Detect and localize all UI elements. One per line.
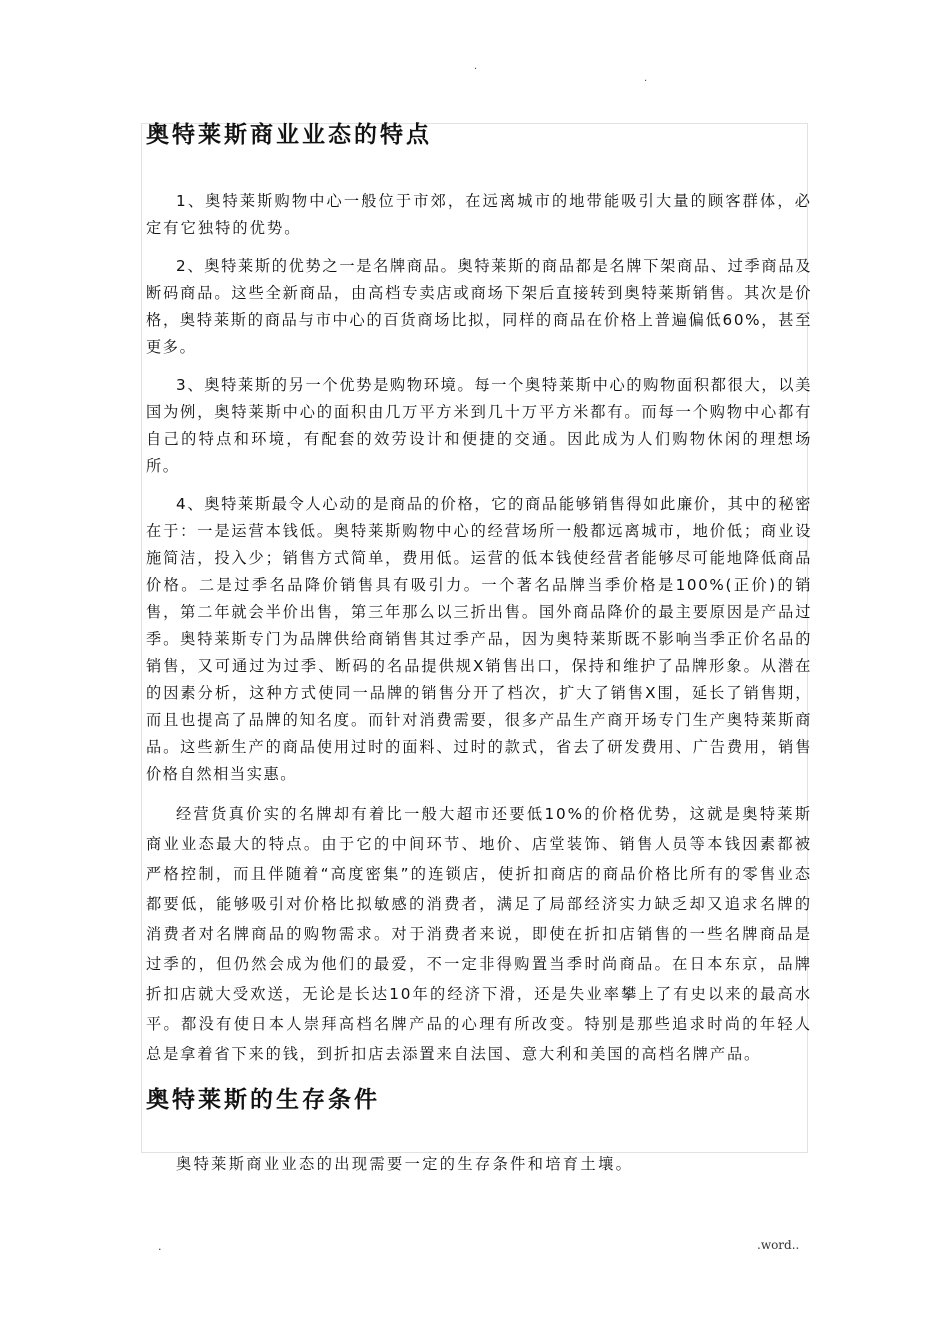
footer-label: .word.. [757,1238,800,1252]
footer-dot: . [158,1240,162,1253]
paragraph-3: 3、奥特莱斯的另一个优势是购物环境。每一个奥特莱斯中心的购物面积都很大，以美国为例，奥特莱斯中心的面积由几万平方米到几十万平方米都有。而每一个购物中心都有自己的特点和环境，有配套的效劳设计和便捷的交通。因此成为人们购物休闲的理想场所。 [146,376,812,475]
paragraph-6: 奥特莱斯商业业态的出现需要一定的生存条件和培育土壤。 [176,1155,634,1173]
header-dot-left: . [474,61,478,72]
paragraph-4: 4、奥特莱斯最令人心动的是商品的价格，它的商品能够销售得如此廉价，其中的秘密在于：一是运营本钱低。奥特莱斯购物中心的经营场所一般都远离城市，地价低；商业设施简洁，投入少；销售方式简单，费用低。运营的低本钱使经营者能够尽可能地降低商品价格。二是过季名品降价销售具有吸引力。一个著名品牌当季价格是100%(正价)的销售，第二年就会半价出售，第三年那么以三折出售。国外商品降价的最主要原因是产品过季。奥特莱斯专门为品牌供给商销售其过季产品，因为奥特莱斯既不影响当季正价名品的销售，又可通过为过季、断码的名品提供规X销售出口，保持和维护了品牌形象。从潜在的因素分析，这种方式使同一品牌的销售分开了档次，扩大了销售X围，延长了销售期，而且也提高了品牌的知名度。而针对消费需要，很多产品生产商开场专门生产奥特莱斯商品。这些新生产的商品使用过时的面料、过时的款式，省去了研发费用、广告费用，销售价格自然相当实惠。 [146,495,812,783]
header-dot-right: . [644,73,648,84]
section-title-conditions: 奥特莱斯的生存条件 [146,1087,380,1113]
paragraph-5: 经营货真价实的名牌却有着比一般大超市还要低10%的价格优势，这就是奥特莱斯商业业态最大的特点。由于它的中间环节、地价、店堂装饰、销售人员等本钱因素都被严格控制，而且伴随着“高度密集”的连锁店，使折扣商店的商品价格比所有的零售业态都要低，能够吸引对价格比拟敏感的消费者，满足了局部经济实力缺乏却又追求名牌的消费者对名牌商品的购物需求。对于消费者来说，即使在折扣店销售的一些名牌商品是过季的，但仍然会成为他们的最爱，不一定非得购置当季时尚商品。在日本东京，品牌折扣店就大受欢送，无论是长达10年的经济下滑，还是失业率攀上了有史以来的最高水平。都没有使日本人崇拜高档名牌产品的心理有所改变。特别是那些追求时尚的年轻人总是拿着省下来的钱，到折扣店去添置来自法国、意大利和美国的高档名牌产品。 [146,805,812,1063]
paragraph-1: 1、奥特莱斯购物中心一般位于市郊，在远离城市的地带能吸引大量的顾客群体，必定有它独特的优势。 [146,192,812,237]
document-body [146,118,812,1189]
paragraph-2: 2、奥特莱斯的优势之一是名牌商品。奥特莱斯的商品都是名牌下架商品、过季商品及断码商品。这些全新商品，由高档专卖店或商场下架后直接转到奥特莱斯销售。其次是价格，奥特莱斯的商品与市中心的百货商场比拟，同样的商品在价格上普遍偏低60%，甚至更多。 [146,257,812,356]
section-title-characteristics: 奥特莱斯商业业态的特点 [146,122,432,148]
